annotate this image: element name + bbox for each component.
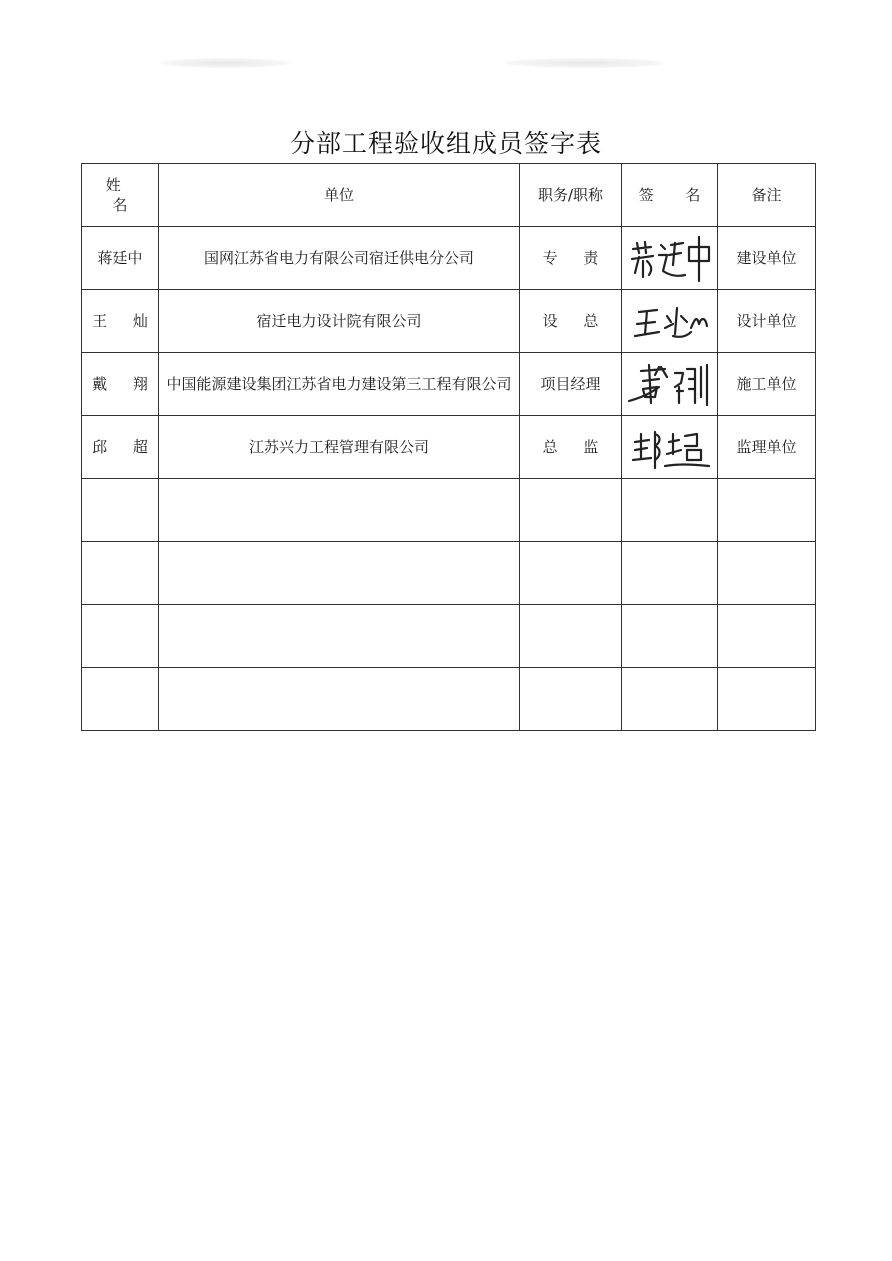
member-unit: 中国能源建设集团江苏省电力建设第三工程有限公司 <box>159 353 520 416</box>
signature-drawing <box>625 231 715 285</box>
table-row-empty <box>82 479 816 542</box>
member-remark: 建设单位 <box>718 227 816 290</box>
signature-table <box>81 163 816 731</box>
empty-cell <box>718 605 816 668</box>
header-signature: 签 名 <box>622 164 718 227</box>
empty-cell <box>159 542 520 605</box>
member-remark: 监理单位 <box>718 416 816 479</box>
empty-cell <box>159 668 520 731</box>
member-unit: 宿迁电力设计院有限公司 <box>159 290 520 353</box>
scan-smudge-left <box>160 58 290 68</box>
member-name: 蒋廷中 <box>82 227 159 290</box>
empty-cell <box>520 668 622 731</box>
handwritten-signature <box>622 416 718 479</box>
header-position: 职务/职称 <box>520 164 622 227</box>
table-row-empty <box>82 605 816 668</box>
empty-cell <box>520 605 622 668</box>
header-remark: 备注 <box>718 164 816 227</box>
empty-cell <box>718 668 816 731</box>
member-remark: 设计单位 <box>718 290 816 353</box>
member-position: 总 监 <box>520 416 622 479</box>
header-row <box>82 164 816 227</box>
member-position: 设 总 <box>520 290 622 353</box>
handwritten-signature <box>622 290 718 353</box>
table-row <box>82 227 816 290</box>
table-row <box>82 290 816 353</box>
member-position: 项目经理 <box>520 353 622 416</box>
table-row <box>82 416 816 479</box>
scan-smudge-right <box>505 58 665 68</box>
empty-cell <box>622 605 718 668</box>
member-name: 王 灿 <box>82 290 159 353</box>
empty-cell <box>159 605 520 668</box>
empty-cell <box>622 668 718 731</box>
table-row-empty <box>82 542 816 605</box>
signature-drawing <box>625 294 715 348</box>
empty-cell <box>718 542 816 605</box>
empty-cell <box>622 479 718 542</box>
empty-cell <box>82 542 159 605</box>
empty-cell <box>520 542 622 605</box>
empty-cell <box>82 605 159 668</box>
member-unit: 国网江苏省电力有限公司宿迁供电分公司 <box>159 227 520 290</box>
empty-cell <box>718 479 816 542</box>
member-name: 戴 翔 <box>82 353 159 416</box>
handwritten-signature <box>622 353 718 416</box>
empty-cell <box>622 542 718 605</box>
header-name: 姓 名 <box>82 164 159 227</box>
table-row <box>82 353 816 416</box>
page-title: 分部工程验收组成员签字表 <box>289 129 602 158</box>
header-unit: 单位 <box>159 164 520 227</box>
signature-drawing <box>625 357 715 411</box>
handwritten-signature <box>622 227 718 290</box>
member-unit: 江苏兴力工程管理有限公司 <box>159 416 520 479</box>
empty-cell <box>520 479 622 542</box>
member-position: 专 责 <box>520 227 622 290</box>
member-remark: 施工单位 <box>718 353 816 416</box>
empty-cell <box>82 668 159 731</box>
signature-drawing <box>625 420 715 474</box>
empty-cell <box>82 479 159 542</box>
table-row-empty <box>82 668 816 731</box>
empty-cell <box>159 479 520 542</box>
member-name: 邱 超 <box>82 416 159 479</box>
